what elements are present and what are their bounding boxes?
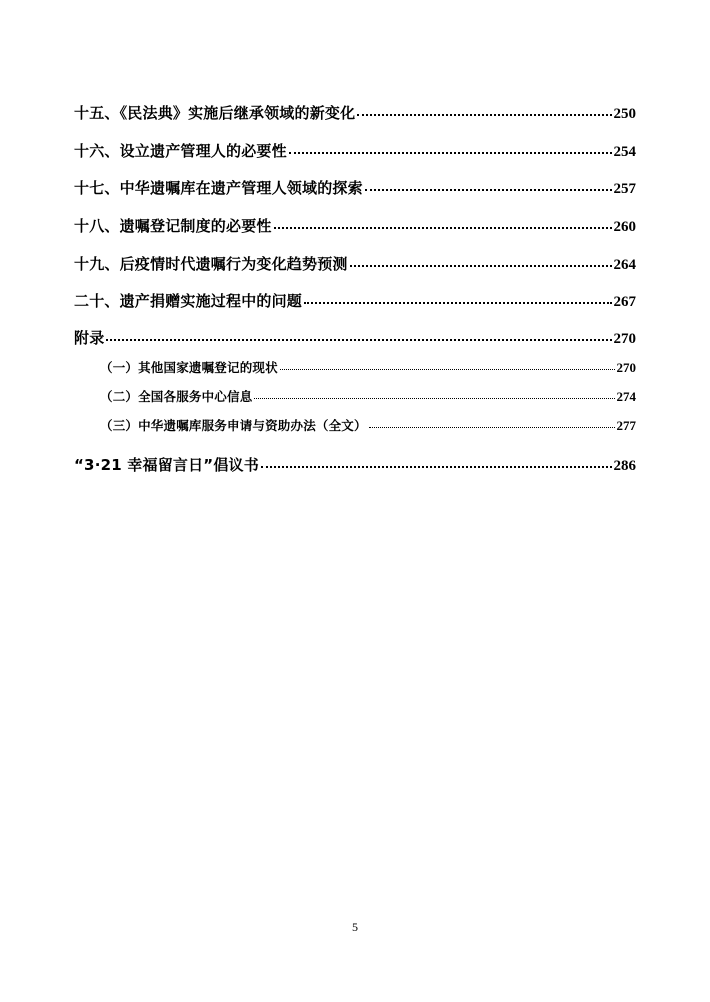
- toc-entry-title: 十六、设立遗产管理人的必要性: [74, 142, 287, 160]
- toc-dot-leader: [280, 369, 615, 370]
- toc-subentry[interactable]: [100, 387, 636, 405]
- toc-entry-page: 277: [616, 418, 636, 433]
- toc-entry-page: 250: [613, 106, 636, 122]
- toc-dot-leader: [304, 302, 611, 304]
- toc-entry-title: （一）其他国家遗嘱登记的现状: [100, 360, 278, 375]
- toc-entry-title: 十五、《民法典》实施后继承领域的新变化: [74, 104, 356, 122]
- toc-entry-title: 十七、中华遗嘱库在遗产管理人领域的探索: [74, 179, 363, 197]
- toc-entry-title: （三）中华遗嘱库服务申请与资助办法（全文）: [100, 418, 367, 433]
- toc-entry-page: 264: [613, 257, 636, 273]
- toc-entry[interactable]: [74, 454, 636, 475]
- toc-entry-appendix[interactable]: [74, 327, 636, 348]
- toc-dot-leader: [274, 227, 612, 229]
- toc-dot-leader: [261, 466, 612, 468]
- toc-dot-leader: [350, 265, 612, 267]
- toc-entry[interactable]: [74, 102, 636, 123]
- toc-dot-leader: [289, 152, 612, 154]
- toc-entry-title: 十九、后疫情时代遗嘱行为变化趋势预测: [74, 255, 348, 273]
- toc-entry[interactable]: [74, 290, 636, 311]
- toc-entry-page: 254: [613, 144, 636, 160]
- toc-entry-title: 附录: [74, 329, 105, 347]
- toc-entry-page: 260: [613, 219, 636, 235]
- toc-subentry[interactable]: [100, 358, 636, 376]
- toc-entry[interactable]: [74, 177, 636, 198]
- toc-entry-page: 270: [616, 360, 636, 375]
- toc-dot-leader: [365, 189, 612, 191]
- toc-dot-leader: [357, 114, 611, 116]
- toc-entry-page: 267: [613, 294, 636, 310]
- toc-entry-title: “3·21 幸福留言日”倡议书: [74, 456, 259, 474]
- toc-entry-page: 286: [613, 458, 636, 474]
- toc-dot-leader: [254, 398, 614, 399]
- toc-entry-title: 二十、遗产捐赠实施过程中的问题: [74, 292, 303, 310]
- toc-entry[interactable]: [74, 140, 636, 161]
- toc-entry-page: 274: [616, 389, 636, 404]
- toc-subentry[interactable]: [100, 416, 636, 434]
- toc-dot-leader: [106, 339, 611, 341]
- toc-entry[interactable]: [74, 253, 636, 274]
- toc-entry-title: （二）全国各服务中心信息: [100, 389, 253, 404]
- toc-dot-leader: [369, 427, 615, 428]
- toc-entry[interactable]: [74, 215, 636, 236]
- page-number: 5: [352, 920, 358, 934]
- toc-entry-title: 十八、遗嘱登记制度的必要性: [74, 217, 272, 235]
- toc-entry-page: 270: [613, 331, 636, 347]
- toc-entry-page: 257: [613, 181, 636, 197]
